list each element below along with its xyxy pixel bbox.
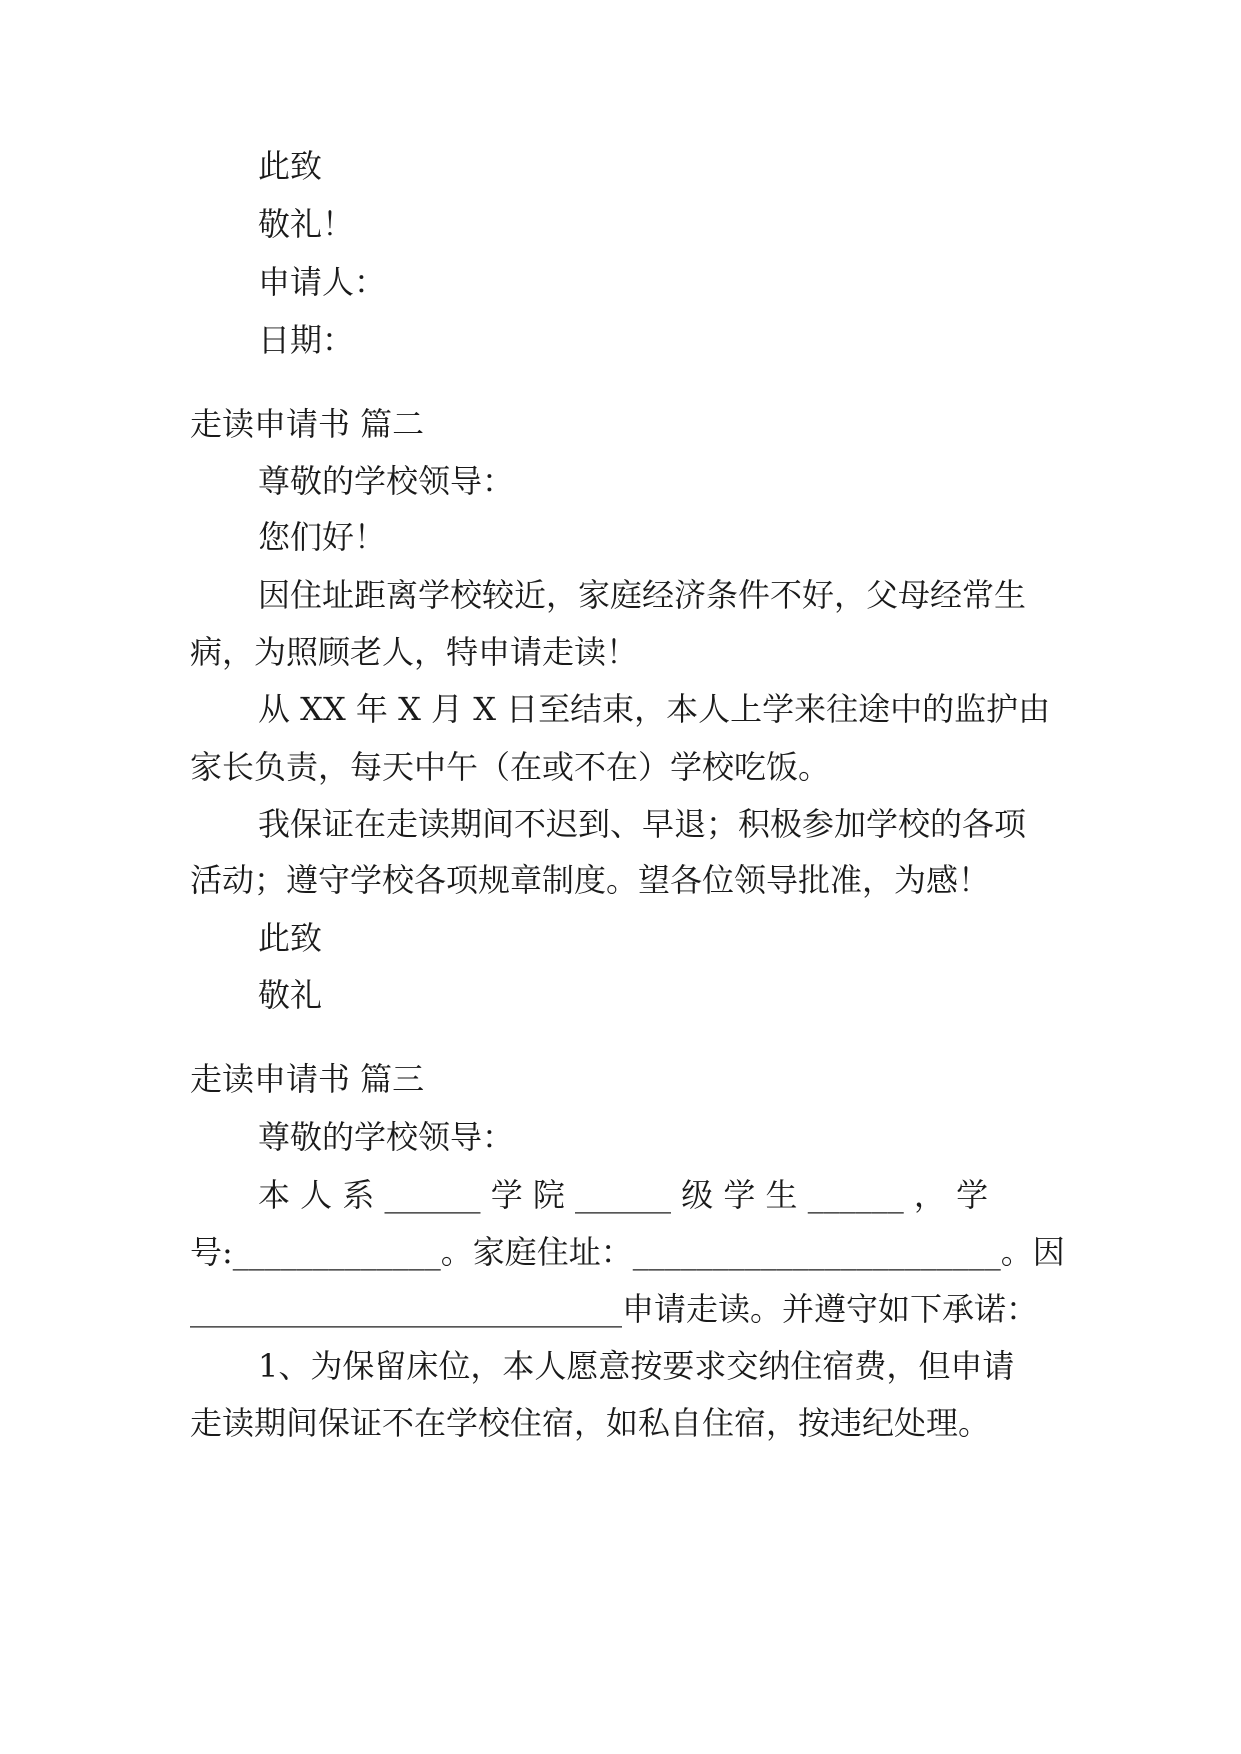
paragraph-line: 我保证在走读期间不迟到、早退；积极参加学校的各项 [258, 805, 1027, 843]
greeting-text: 尊敬的学校领导： [258, 1118, 515, 1156]
date-label: 日期： [258, 321, 355, 359]
salute-text: 敬礼 [258, 976, 323, 1014]
closing-text: 此致 [258, 147, 323, 185]
list-item-line: 1、为保留床位，本人愿意按要求交纳住宿费，但申请 [258, 1347, 1015, 1385]
list-item-line: 走读期间保证不在学校住宿，如私自住宿，按违纪处理。 [190, 1404, 991, 1442]
section-title: 走读申请书 篇二 [190, 405, 425, 443]
paragraph-line: 因住址距离学校较近，家庭经济条件不好，父母经常生 [258, 576, 1027, 614]
paragraph-line: 家长负责，每天中午（在或不在）学校吃饭。 [190, 748, 831, 786]
form-line: 号:_____________。家庭住址：_______________________。因 [190, 1233, 1065, 1271]
greeting-text: 尊敬的学校领导： [258, 462, 515, 500]
salute-text: 敬礼！ [258, 205, 355, 243]
form-line: ___________________________申请走读。并遵守如下承诺： [190, 1290, 1039, 1328]
hello-text: 您们好！ [258, 518, 387, 556]
section-title: 走读申请书 篇三 [190, 1060, 425, 1098]
form-line: 本 人 系 ______ 学 院 ______ 级 学 生 ______ ， 学 [258, 1176, 989, 1214]
paragraph-line: 病，为照顾老人，特申请走读！ [190, 633, 639, 671]
applicant-label: 申请人： [258, 263, 387, 301]
paragraph-line: 从 XX 年 X 月 X 日至结束，本人上学来往途中的监护由 [258, 690, 1051, 728]
closing-text: 此致 [258, 919, 323, 957]
paragraph-line: 活动；遵守学校各项规章制度。望各位领导批准，为感！ [190, 861, 991, 899]
